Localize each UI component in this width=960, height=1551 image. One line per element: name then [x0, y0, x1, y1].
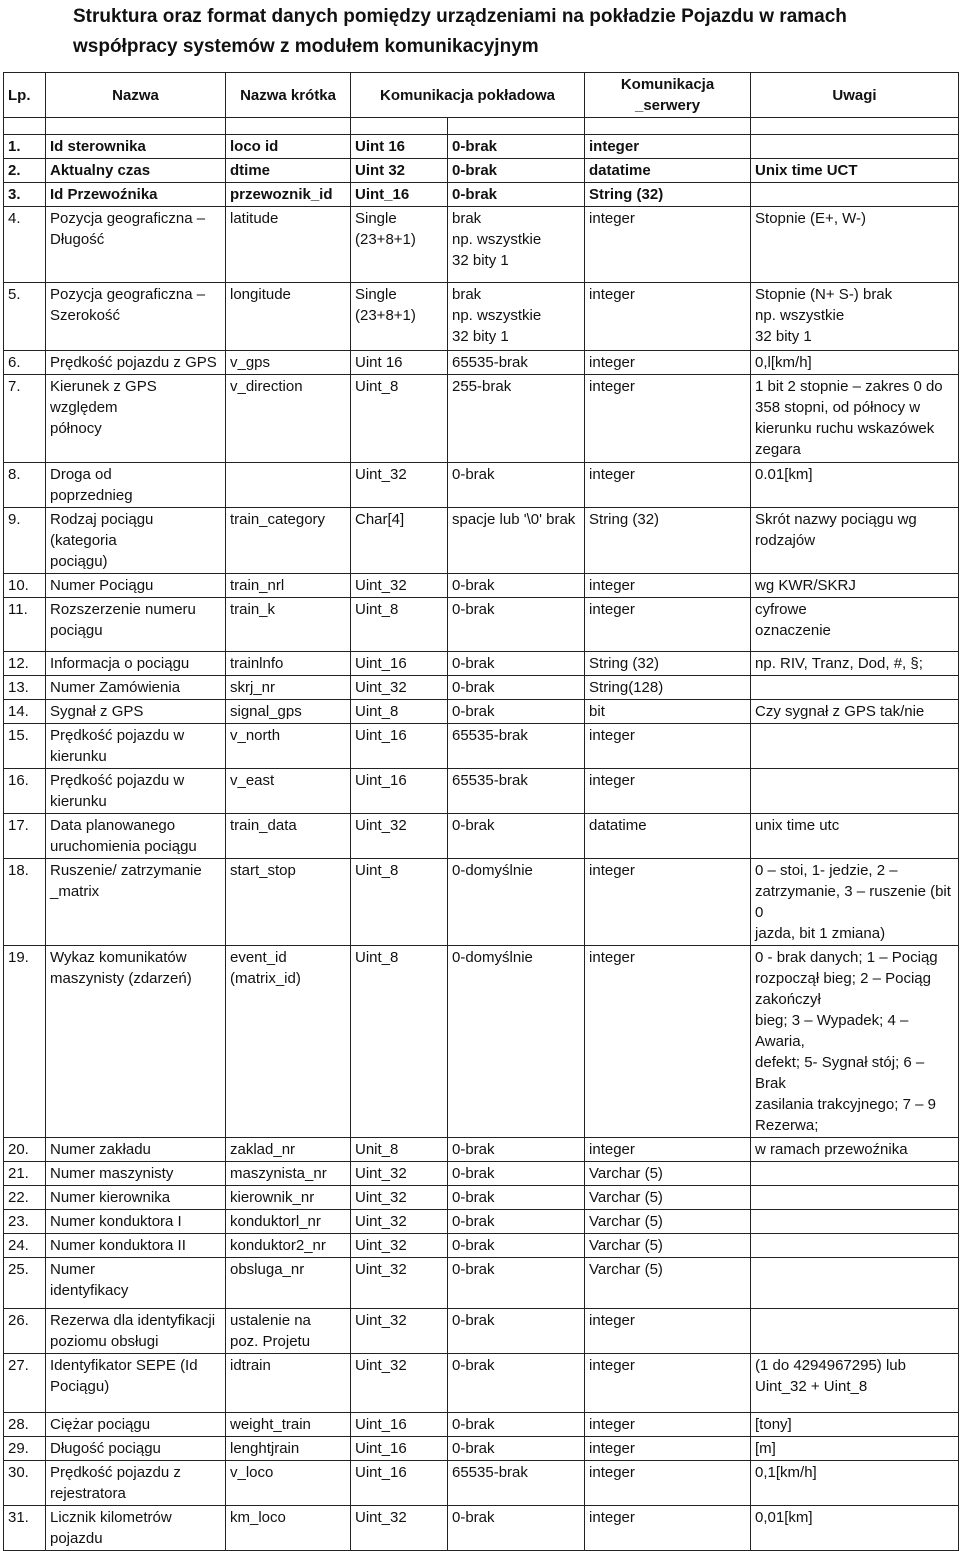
cell-wartosc-brak: 0-brak — [448, 1506, 585, 1551]
cell-uwagi — [751, 183, 959, 207]
cell-typ: Uint_8 — [351, 375, 448, 463]
cell-nazwa: Rozszerzenie numeru pociągu — [46, 598, 226, 652]
cell-nazwa-krotka: signal_gps — [226, 700, 351, 724]
cell-komunikacja-serwery: integer — [585, 1138, 751, 1162]
cell-lp: 13. — [4, 676, 46, 700]
table-row — [4, 1309, 959, 1354]
cell-uwagi: 1 bit 2 stopnie – zakres 0 do 358 stopni, od północy w kierunku ruchu wskazówek zegara — [751, 375, 959, 463]
cell-lp: 27. — [4, 1354, 46, 1413]
cell-nazwa-krotka: zaklad_nr — [226, 1138, 351, 1162]
cell-typ: Uint 32 — [351, 159, 448, 183]
cell-typ: Uint_32 — [351, 463, 448, 508]
cell-nazwa-krotka: v_east — [226, 769, 351, 814]
table-row — [4, 375, 959, 463]
cell-uwagi: 0.01[km] — [751, 463, 959, 508]
cell-typ: Single (23+8+1) — [351, 207, 448, 283]
cell-uwagi: [tony] — [751, 1413, 959, 1437]
cell-uwagi — [751, 1210, 959, 1234]
document-title: Struktura oraz format danych pomiędzy urządzeniami na pokładzie Pojazdu w ramach współpracy systemów z modułem komunikacyjnym — [73, 6, 847, 57]
cell-komunikacja-serwery: datatime — [585, 159, 751, 183]
cell-lp: 24. — [4, 1234, 46, 1258]
cell-komunikacja-serwery: Varchar (5) — [585, 1186, 751, 1210]
cell-lp: 19. — [4, 946, 46, 1138]
cell-nazwa: Długość pociągu — [46, 1437, 226, 1461]
cell-uwagi: 0,1[km/h] — [751, 1461, 959, 1506]
table-row — [4, 1138, 959, 1162]
cell-wartosc-brak: brak np. wszystkie 32 bity 1 — [448, 283, 585, 351]
cell-uwagi: 0,01[km] — [751, 1506, 959, 1551]
cell-nazwa: Numer maszynisty — [46, 1162, 226, 1186]
cell-nazwa-krotka: weight_train — [226, 1413, 351, 1437]
cell-nazwa-krotka: longitude — [226, 283, 351, 351]
table-row — [4, 1354, 959, 1413]
cell-nazwa-krotka: dtime — [226, 159, 351, 183]
table-row — [4, 598, 959, 652]
table-row — [4, 769, 959, 814]
header-lp: Lp. — [4, 73, 46, 118]
cell-lp: 23. — [4, 1210, 46, 1234]
cell-uwagi: unix time utc — [751, 814, 959, 859]
cell-typ: Uint_32 — [351, 1258, 448, 1309]
cell-typ: Uint_32 — [351, 1210, 448, 1234]
cell-nazwa-krotka: train_data — [226, 814, 351, 859]
cell-komunikacja-serwery: integer — [585, 1413, 751, 1437]
cell-wartosc-brak: 0-brak — [448, 1437, 585, 1461]
table-row — [4, 700, 959, 724]
cell-nazwa: Numer kierownika — [46, 1186, 226, 1210]
cell-wartosc-brak: 0-brak — [448, 463, 585, 508]
cell-komunikacja-serwery: integer — [585, 769, 751, 814]
table-row — [4, 135, 959, 159]
cell-uwagi — [751, 135, 959, 159]
cell-nazwa-krotka: event_id (matrix_id) — [226, 946, 351, 1138]
cell-nazwa-krotka: konduktor2_nr — [226, 1234, 351, 1258]
cell-uwagi — [751, 769, 959, 814]
cell-wartosc-brak: 0-domyślnie — [448, 946, 585, 1138]
cell-uwagi — [751, 1309, 959, 1354]
cell-wartosc-brak: 0-brak — [448, 1258, 585, 1309]
table-row — [4, 1437, 959, 1461]
table-row — [4, 1162, 959, 1186]
cell-nazwa-krotka: loco id — [226, 135, 351, 159]
cell-nazwa-krotka: idtrain — [226, 1354, 351, 1413]
cell-nazwa: Data planowanego uruchomienia pociągu — [46, 814, 226, 859]
cell-nazwa: Id Przewoźnika — [46, 183, 226, 207]
cell-uwagi — [751, 724, 959, 769]
table-row — [4, 814, 959, 859]
cell-komunikacja-serwery: integer — [585, 1437, 751, 1461]
cell-wartosc-brak: 255-brak — [448, 375, 585, 463]
cell-uwagi: (1 do 4294967295) lub Uint_32 + Uint_8 — [751, 1354, 959, 1413]
cell-nazwa-krotka: ustalenie na poz. Projetu — [226, 1309, 351, 1354]
cell-komunikacja-serwery: Varchar (5) — [585, 1234, 751, 1258]
cell-typ: Single (23+8+1) — [351, 283, 448, 351]
data-structure-table — [3, 72, 959, 1551]
table-row — [4, 1506, 959, 1551]
cell-komunikacja-serwery: integer — [585, 946, 751, 1138]
cell-uwagi: Stopnie (N+ S-) brak np. wszystkie 32 bity 1 — [751, 283, 959, 351]
cell-nazwa-krotka: kierownik_nr — [226, 1186, 351, 1210]
cell-nazwa: Numer identyfikacy — [46, 1258, 226, 1309]
cell-uwagi — [751, 1186, 959, 1210]
cell-lp: 28. — [4, 1413, 46, 1437]
cell-wartosc-brak: 0-brak — [448, 183, 585, 207]
cell-wartosc-brak: 65535-brak — [448, 769, 585, 814]
cell-nazwa-krotka: v_direction — [226, 375, 351, 463]
cell-wartosc-brak: spacje lub '\0' brak — [448, 508, 585, 574]
cell-typ: Uint_16 — [351, 1461, 448, 1506]
cell-komunikacja-serwery: String (32) — [585, 652, 751, 676]
table-row — [4, 207, 959, 283]
table-row — [4, 1210, 959, 1234]
cell-typ: Uint 16 — [351, 135, 448, 159]
cell-komunikacja-serwery: integer — [585, 1461, 751, 1506]
cell-uwagi: cyfrowe oznaczenie — [751, 598, 959, 652]
cell-wartosc-brak: brak np. wszystkie 32 bity 1 — [448, 207, 585, 283]
cell-wartosc-brak: 0-brak — [448, 814, 585, 859]
cell-typ: Uint_32 — [351, 1506, 448, 1551]
cell-nazwa-krotka: skrj_nr — [226, 676, 351, 700]
cell-typ: Uint_16 — [351, 724, 448, 769]
cell-uwagi: np. RIV, Tranz, Dod, #, §; — [751, 652, 959, 676]
cell-lp: 26. — [4, 1309, 46, 1354]
cell-lp: 18. — [4, 859, 46, 946]
table-row — [4, 1461, 959, 1506]
cell-komunikacja-serwery: integer — [585, 598, 751, 652]
cell-komunikacja-serwery: integer — [585, 463, 751, 508]
cell-wartosc-brak: 0-brak — [448, 1234, 585, 1258]
cell-nazwa: Identyfikator SEPE (Id Pociągu) — [46, 1354, 226, 1413]
cell-lp: 11. — [4, 598, 46, 652]
cell-uwagi: Unix time UCT — [751, 159, 959, 183]
cell-uwagi — [751, 676, 959, 700]
cell-nazwa-krotka: maszynista_nr — [226, 1162, 351, 1186]
cell-uwagi: wg KWR/SKRJ — [751, 574, 959, 598]
cell-typ: Uint_16 — [351, 183, 448, 207]
cell-nazwa-krotka: v_gps — [226, 351, 351, 375]
table-row — [4, 652, 959, 676]
cell-lp: 6. — [4, 351, 46, 375]
cell-typ: Uint_32 — [351, 814, 448, 859]
cell-komunikacja-serwery: integer — [585, 574, 751, 598]
cell-typ: Char[4] — [351, 508, 448, 574]
cell-nazwa: Numer zakładu — [46, 1138, 226, 1162]
cell-uwagi: 0 - brak danych; 1 – Pociąg rozpoczął bieg; 2 – Pociąg zakończył bieg; 3 – Wypadek; 4 – Awaria, defekt; 5- Sygnał stój; 6 – Brak zasilania trakcyjnego; 7 – 9 Rezerwa; — [751, 946, 959, 1138]
cell-uwagi: Stopnie (E+, W-) — [751, 207, 959, 283]
cell-nazwa: Prędkość pojazdu z GPS — [46, 351, 226, 375]
cell-nazwa-krotka: latitude — [226, 207, 351, 283]
table-row — [4, 1413, 959, 1437]
cell-uwagi: Skrót nazwy pociągu wg rodzajów — [751, 508, 959, 574]
table-row — [4, 183, 959, 207]
cell-wartosc-brak: 0-brak — [448, 1138, 585, 1162]
header-nazwa: Nazwa — [46, 73, 226, 118]
cell-typ: Unit_8 — [351, 1138, 448, 1162]
cell-lp: 12. — [4, 652, 46, 676]
cell-typ: Uint_32 — [351, 1309, 448, 1354]
cell-nazwa-krotka: konduktorl_nr — [226, 1210, 351, 1234]
cell-nazwa: Pozycja geograficzna – Długość — [46, 207, 226, 283]
cell-komunikacja-serwery: integer — [585, 135, 751, 159]
cell-wartosc-brak: 0-brak — [448, 1309, 585, 1354]
cell-nazwa: Rezerwa dla identyfikacji poziomu obsługi — [46, 1309, 226, 1354]
header-uwagi: Uwagi — [751, 73, 959, 118]
cell-lp: 22. — [4, 1186, 46, 1210]
cell-wartosc-brak: 65535-brak — [448, 351, 585, 375]
header-spacer-row — [4, 118, 959, 135]
cell-wartosc-brak: 0-brak — [448, 574, 585, 598]
table-row — [4, 351, 959, 375]
cell-nazwa-krotka: train_nrl — [226, 574, 351, 598]
cell-wartosc-brak: 0-brak — [448, 676, 585, 700]
cell-nazwa: Licznik kilometrów pojazdu — [46, 1506, 226, 1551]
cell-uwagi — [751, 1162, 959, 1186]
cell-lp: 14. — [4, 700, 46, 724]
cell-typ: Uint_32 — [351, 1162, 448, 1186]
cell-komunikacja-serwery: Varchar (5) — [585, 1162, 751, 1186]
cell-typ: Uint_32 — [351, 574, 448, 598]
cell-lp: 1. — [4, 135, 46, 159]
cell-nazwa: Kierunek z GPS względem północy — [46, 375, 226, 463]
cell-nazwa: Id sterownika — [46, 135, 226, 159]
cell-lp: 15. — [4, 724, 46, 769]
cell-uwagi — [751, 1258, 959, 1309]
cell-nazwa-krotka: start_stop — [226, 859, 351, 946]
cell-komunikacja-serwery: Varchar (5) — [585, 1210, 751, 1234]
header-komunikacja-pokladowa: Komunikacja pokładowa — [351, 73, 585, 118]
cell-nazwa-krotka: train_k — [226, 598, 351, 652]
cell-uwagi: 0,l[km/h] — [751, 351, 959, 375]
table-header-row — [4, 73, 959, 118]
cell-komunikacja-serwery: integer — [585, 724, 751, 769]
cell-wartosc-brak: 65535-brak — [448, 724, 585, 769]
cell-wartosc-brak: 0-brak — [448, 598, 585, 652]
cell-nazwa: Numer konduktora II — [46, 1234, 226, 1258]
cell-nazwa-krotka: v_north — [226, 724, 351, 769]
cell-typ: Uint_8 — [351, 700, 448, 724]
cell-nazwa-krotka: train_category — [226, 508, 351, 574]
cell-nazwa: Numer konduktora I — [46, 1210, 226, 1234]
cell-komunikacja-serwery: bit — [585, 700, 751, 724]
cell-nazwa: Numer Zamówienia — [46, 676, 226, 700]
cell-nazwa: Pozycja geograficzna – Szerokość — [46, 283, 226, 351]
cell-lp: 3. — [4, 183, 46, 207]
cell-nazwa: Informacja o pociągu — [46, 652, 226, 676]
cell-nazwa: Droga od poprzednieg — [46, 463, 226, 508]
cell-nazwa: Prędkość pojazdu z rejestratora — [46, 1461, 226, 1506]
table-row — [4, 676, 959, 700]
cell-nazwa-krotka: trainlnfo — [226, 652, 351, 676]
cell-nazwa: Prędkość pojazdu w kierunku — [46, 769, 226, 814]
cell-wartosc-brak: 0-brak — [448, 1186, 585, 1210]
cell-uwagi — [751, 1234, 959, 1258]
cell-wartosc-brak: 0-brak — [448, 1413, 585, 1437]
cell-lp: 20. — [4, 1138, 46, 1162]
cell-nazwa-krotka: przewoznik_id — [226, 183, 351, 207]
cell-lp: 21. — [4, 1162, 46, 1186]
cell-nazwa-krotka — [226, 463, 351, 508]
cell-komunikacja-serwery: integer — [585, 207, 751, 283]
cell-uwagi: Czy sygnał z GPS tak/nie — [751, 700, 959, 724]
cell-typ: Uint_8 — [351, 859, 448, 946]
cell-typ: Uint_8 — [351, 946, 448, 1138]
cell-typ: Uint_16 — [351, 1413, 448, 1437]
cell-komunikacja-serwery: integer — [585, 1506, 751, 1551]
cell-uwagi: [m] — [751, 1437, 959, 1461]
cell-komunikacja-serwery: String(128) — [585, 676, 751, 700]
table-row — [4, 463, 959, 508]
cell-komunikacja-serwery: String (32) — [585, 183, 751, 207]
cell-komunikacja-serwery: String (32) — [585, 508, 751, 574]
table-row — [4, 1258, 959, 1309]
cell-komunikacja-serwery: integer — [585, 1309, 751, 1354]
cell-wartosc-brak: 0-brak — [448, 159, 585, 183]
cell-nazwa: Prędkość pojazdu w kierunku — [46, 724, 226, 769]
cell-lp: 7. — [4, 375, 46, 463]
cell-uwagi: 0 – stoi, 1- jedzie, 2 – zatrzymanie, 3 – ruszenie (bit 0 jazda, bit 1 zmiana) — [751, 859, 959, 946]
cell-nazwa: Numer Pociągu — [46, 574, 226, 598]
cell-typ: Uint_32 — [351, 1186, 448, 1210]
cell-lp: 17. — [4, 814, 46, 859]
cell-lp: 9. — [4, 508, 46, 574]
header-nazwa-krotka: Nazwa krótka — [226, 73, 351, 118]
cell-lp: 25. — [4, 1258, 46, 1309]
cell-nazwa: Wykaz komunikatów maszynisty (zdarzeń) — [46, 946, 226, 1138]
table-row — [4, 1186, 959, 1210]
cell-lp: 5. — [4, 283, 46, 351]
cell-wartosc-brak: 0-domyślnie — [448, 859, 585, 946]
cell-typ: Uint 16 — [351, 351, 448, 375]
cell-wartosc-brak: 0-brak — [448, 1354, 585, 1413]
cell-nazwa-krotka: km_loco — [226, 1506, 351, 1551]
header-komunikacja-serwery: Komunikacja _serwery — [585, 73, 751, 118]
cell-nazwa: Aktualny czas — [46, 159, 226, 183]
table-body — [4, 135, 959, 1551]
cell-lp: 8. — [4, 463, 46, 508]
cell-lp: 2. — [4, 159, 46, 183]
cell-nazwa: Sygnał z GPS — [46, 700, 226, 724]
table-row — [4, 283, 959, 351]
cell-wartosc-brak: 0-brak — [448, 700, 585, 724]
cell-wartosc-brak: 0-brak — [448, 1210, 585, 1234]
cell-typ: Uint_32 — [351, 676, 448, 700]
cell-typ: Uint_16 — [351, 1437, 448, 1461]
table-row — [4, 508, 959, 574]
cell-typ: Uint_16 — [351, 769, 448, 814]
cell-komunikacja-serwery: integer — [585, 375, 751, 463]
cell-nazwa: Rodzaj pociągu (kategoria pociągu) — [46, 508, 226, 574]
cell-lp: 10. — [4, 574, 46, 598]
cell-lp: 31. — [4, 1506, 46, 1551]
table-row — [4, 574, 959, 598]
cell-komunikacja-serwery: integer — [585, 351, 751, 375]
cell-lp: 29. — [4, 1437, 46, 1461]
cell-typ: Uint_8 — [351, 598, 448, 652]
cell-uwagi: w ramach przewoźnika — [751, 1138, 959, 1162]
cell-nazwa: Ciężar pociągu — [46, 1413, 226, 1437]
cell-komunikacja-serwery: Varchar (5) — [585, 1258, 751, 1309]
cell-wartosc-brak: 0-brak — [448, 1162, 585, 1186]
table-row — [4, 159, 959, 183]
cell-nazwa-krotka: lenghtjrain — [226, 1437, 351, 1461]
cell-komunikacja-serwery: integer — [585, 1354, 751, 1413]
cell-wartosc-brak: 65535-brak — [448, 1461, 585, 1506]
cell-typ: Uint_32 — [351, 1234, 448, 1258]
table-row — [4, 724, 959, 769]
cell-komunikacja-serwery: datatime — [585, 814, 751, 859]
cell-wartosc-brak: 0-brak — [448, 135, 585, 159]
cell-lp: 16. — [4, 769, 46, 814]
cell-komunikacja-serwery: integer — [585, 283, 751, 351]
table-row — [4, 859, 959, 946]
cell-lp: 4. — [4, 207, 46, 283]
cell-lp: 30. — [4, 1461, 46, 1506]
cell-typ: Uint_32 — [351, 1354, 448, 1413]
cell-nazwa-krotka: obsluga_nr — [226, 1258, 351, 1309]
cell-nazwa-krotka: v_loco — [226, 1461, 351, 1506]
table-row — [4, 946, 959, 1138]
cell-komunikacja-serwery: integer — [585, 859, 751, 946]
cell-nazwa: Ruszenie/ zatrzymanie _matrix — [46, 859, 226, 946]
table-row — [4, 1234, 959, 1258]
cell-wartosc-brak: 0-brak — [448, 652, 585, 676]
cell-typ: Uint_16 — [351, 652, 448, 676]
